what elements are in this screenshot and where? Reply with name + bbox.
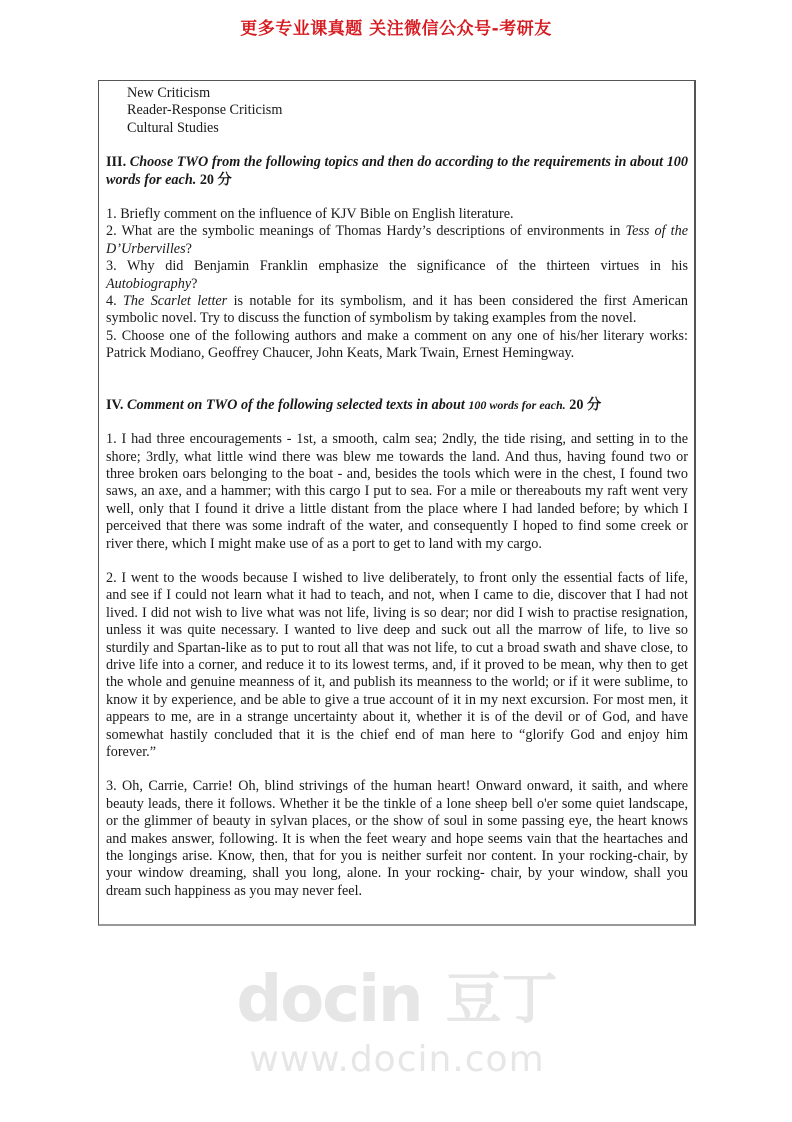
exam-question-box [98,80,696,926]
topic-item [106,293,688,328]
section-3-heading [106,154,688,189]
section-number: III. [106,154,127,171]
section-instruction-small: 100 words for each. [468,397,566,412]
section-number: IV. [106,396,124,413]
topic-text-end: is notable for its symbolism, and it has been considered the first American symbolic novel. Try to discuss the function of symbolism by taking examples from the novel. [106,293,688,327]
spacer [106,414,688,431]
topic-text: 1. Briefly comment on the influence of KJV Bible on English literature. [106,206,514,223]
section-score: 20 分 [199,171,232,188]
topic-text: 3. Why did Benjamin Franklin emphasize the significance of the thirteen virtues in his [106,258,688,275]
topic-text: 5. Choose one of the following authors and make a comment on any one of his/her literary works: Patrick Modiano, Geoffrey Chaucer, John Keats, Mark Twain, Ernest Hemingway. [106,327,688,362]
promo-banner: 更多专业课真题 关注微信公众号-考研友 [240,19,552,39]
topic-item [106,258,688,293]
topic-text-end: ? [191,275,198,292]
work-title: Tess of the D’Urbervilles [106,223,689,257]
watermark-logo: docin [236,963,422,1038]
spacer [106,363,688,397]
topic-item [106,206,688,223]
watermark-logo-cn: 豆丁 [445,967,558,1033]
work-title: Autobiography [106,275,192,292]
section-score: 20 分 [569,396,602,413]
work-title: The Scarlet letter [123,293,228,310]
spacer [106,189,688,206]
topic-text: 4. [106,293,124,310]
passage: 1. I had three encouragements - 1st, a smooth, calm sea; 2ndly, the tide rising, and setting in to the shore; 3rdly, what little wind there was blew me towards the land. And thus, having found two or three broken oars belonging to the boat - and, besides the tools which were in the chest, I found two saws, an axe, and a hammer; with this cargo I put to sea. For a mile or thereabouts my raft went very well, only that I found it drive a little distant from the place where I had landed before; by which I perceived that there was some indraft of the water, and consequently I hoped to find some creek or river there, which I might make use of as a port to get to land with my cargo. [106,431,688,552]
spacer [106,761,688,778]
topic-text-end: ? [185,240,192,257]
topic-item [106,328,688,363]
topic-text: 2. What are the symbolic meanings of Thomas Hardy’s descriptions of environments in [106,223,626,240]
spacer [106,137,688,154]
topic-item [106,223,688,258]
section-3-topics [106,206,688,363]
criticism-list [106,85,688,137]
list-item: New Criticism [127,85,211,101]
watermark-url: www.docin.com [249,1039,545,1081]
section-instruction: Comment on TWO of the following selected texts in about [127,396,465,413]
list-item: Reader-Response Criticism [127,102,283,119]
watermark-logo-row [236,963,558,1038]
passage: 3. Oh, Carrie, Carrie! Oh, blind strivings of the human heart! Onward onward, it saith, and where beauty leads, there it follows. Whether it be the tinkle of a lone sheep bell o'er some quiet landscape, or the glimmer of beauty in sylvan places, or the show of soul in some passing eye, the heart knows and makes answer, following. It is when the feet weary and hope seems vain that the heartaches and the longings arise. Know, then, that for you is neither surfeit nor content. In your rocking-chair, by your window dreaming, shall you long, alone. In your rocking- chair, by your window, shall you dream such happiness as you may never feel. [106,778,688,899]
list-item: Cultural Studies [127,119,219,136]
section-instruction: Choose TWO from the following topics and then do according to the requirements in about 100 words for each. [106,154,688,188]
spacer [106,553,688,570]
section-4-heading [106,397,688,414]
watermark-area [98,945,696,1105]
passage: 2. I went to the woods because I wished to live deliberately, to front only the essential facts of life, and see if I could not learn what it had to teach, and not, when I came to die, discover that I had not lived. I did not wish to live what was not life, living is so dear; nor did I wish to practise resignation, unless it was quite necessary. I wanted to live deep and suck out all the marrow of life, to live so sturdily and Spartan-like as to put to rout all that was not life, to cut a broad swath and shave close, to drive life into a corner, and reduce it to its lowest terms, and, if it proved to be mean, why then to get the whole and genuine meanness of it, and publish its meanness to the world; or if it were sublime, to know it by experience, and be able to give a true account of it in my next excursion. For most men, it appears to me, are in a strange uncertainty about it, whether it is of the devil or of God, and have somewhat hastily concluded that it is the chief end of man here to “glorify God and enjoy him forever.” [106,569,688,760]
question-content [106,85,688,900]
